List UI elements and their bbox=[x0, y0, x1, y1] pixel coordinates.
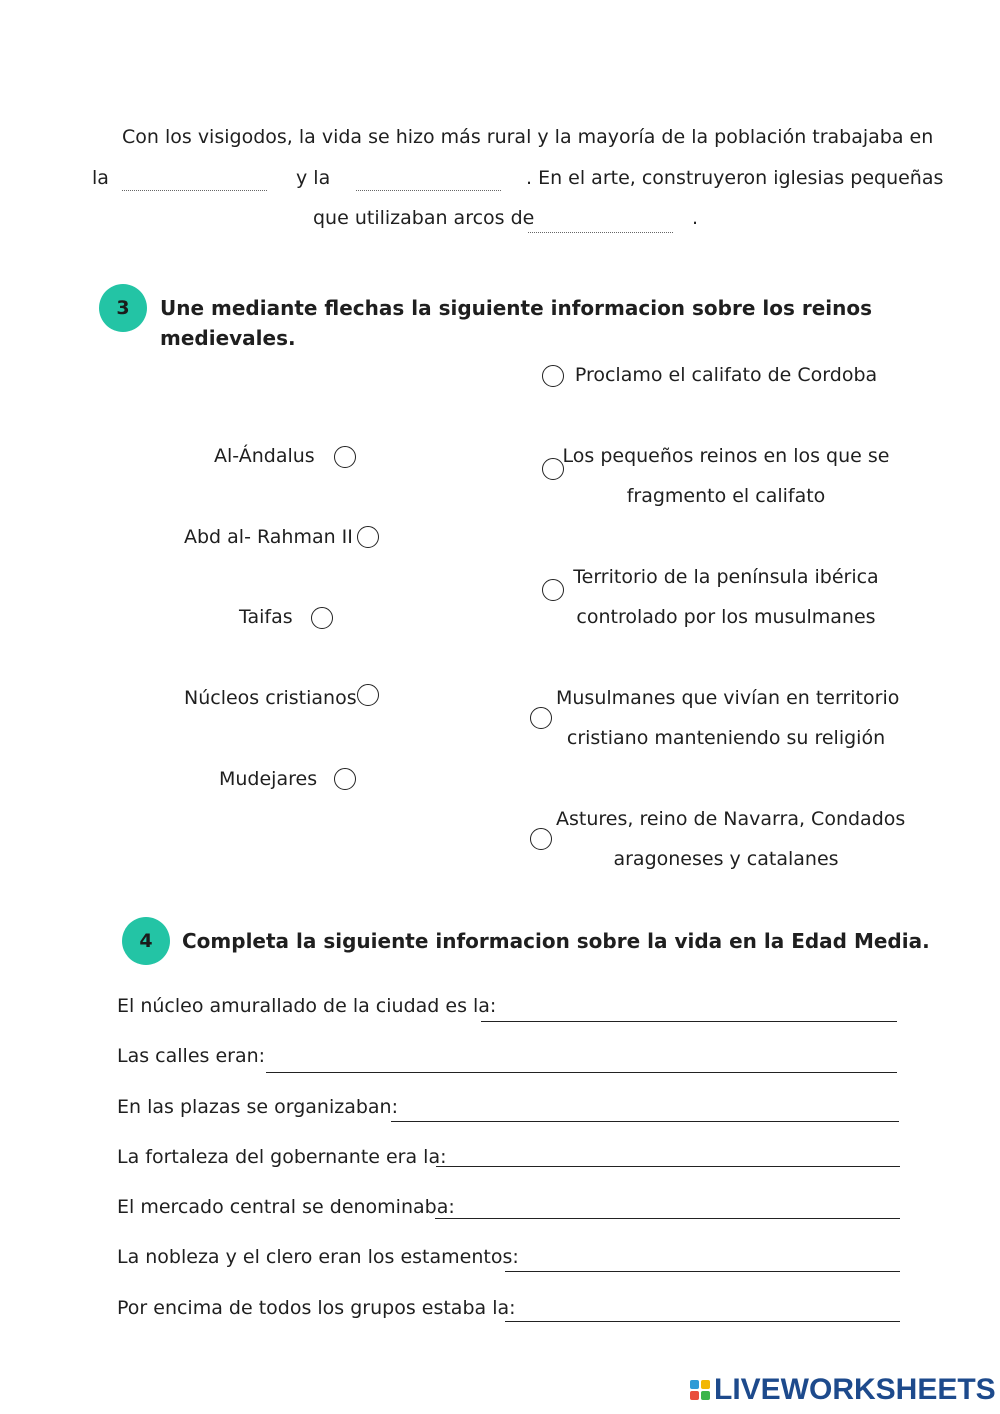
right-item-territorio-line-1: Territorio de la península ibérica bbox=[573, 566, 879, 588]
left-connector-nucleos-cristianos[interactable] bbox=[357, 684, 379, 706]
right-item-astures-line-1: Astures, reino de Navarra, Condados bbox=[556, 808, 906, 830]
liveworksheets-logo-text: LIVEWORKSHEETS bbox=[714, 1373, 996, 1406]
answer-plazas[interactable] bbox=[391, 1097, 899, 1122]
section-3-badge: 3 bbox=[99, 284, 147, 332]
left-item-nucleos-cristianos: Núcleos cristianos bbox=[184, 687, 357, 709]
right-item-califato: Proclamo el califato de Cordoba bbox=[574, 364, 878, 386]
question-nucleo-amurallado: El núcleo amurallado de la ciudad es la: bbox=[117, 995, 497, 1017]
logo-square bbox=[701, 1391, 710, 1400]
left-item-mudejares: Mudejares bbox=[219, 768, 318, 790]
section-3-title-line-1: Une mediante flechas la siguiente informacion sobre los reinos bbox=[160, 296, 872, 320]
left-connector-mudejares[interactable] bbox=[334, 768, 356, 790]
intro-line-2-end: . En el arte, construyeron iglesias pequeñas bbox=[526, 167, 944, 189]
right-connector-astures[interactable] bbox=[530, 828, 552, 850]
liveworksheets-logo-icon bbox=[690, 1380, 710, 1400]
blank-intro-2[interactable] bbox=[356, 166, 501, 191]
left-connector-al-andalus[interactable] bbox=[334, 446, 356, 468]
section-4-title: Completa la siguiente informacion sobre la vida en la Edad Media. bbox=[182, 929, 930, 953]
blank-intro-1[interactable] bbox=[122, 166, 267, 191]
intro-line-2-start: la bbox=[92, 167, 109, 189]
answer-calles[interactable] bbox=[266, 1048, 897, 1073]
question-fortaleza: La fortaleza del gobernante era la: bbox=[117, 1146, 447, 1168]
logo-square bbox=[690, 1380, 699, 1389]
question-plazas: En las plazas se organizaban: bbox=[117, 1096, 399, 1118]
right-item-reinos-taifas-line-1: Los pequeños reinos en los que se bbox=[562, 445, 890, 467]
left-connector-abd-al-rahman[interactable] bbox=[357, 526, 379, 548]
right-item-astures-line-2: aragoneses y catalanes bbox=[613, 848, 839, 870]
right-connector-musulmanes[interactable] bbox=[530, 707, 552, 729]
question-estamentos: La nobleza y el clero eran los estamentos: bbox=[117, 1246, 519, 1268]
left-connector-taifas[interactable] bbox=[311, 607, 333, 629]
liveworksheets-logo bbox=[690, 1372, 996, 1408]
blank-intro-3[interactable] bbox=[528, 208, 673, 233]
answer-fortaleza[interactable] bbox=[436, 1142, 900, 1167]
intro-line-3-period: . bbox=[692, 207, 699, 229]
intro-line-3: que utilizaban arcos de bbox=[313, 207, 535, 229]
intro-line-1: Con los visigodos, la vida se hizo más rural y la mayoría de la población trabajaba en bbox=[122, 126, 934, 148]
right-item-musulmanes-line-1: Musulmanes que vivían en territorio bbox=[556, 687, 900, 709]
answer-mercado[interactable] bbox=[435, 1194, 900, 1219]
logo-square bbox=[701, 1380, 710, 1389]
section-4-badge: 4 bbox=[122, 917, 170, 965]
left-item-abd-al-rahman: Abd al- Rahman II bbox=[184, 526, 353, 548]
question-encima-grupos: Por encima de todos los grupos estaba la: bbox=[117, 1297, 516, 1319]
logo-square bbox=[690, 1391, 699, 1400]
question-mercado: El mercado central se denominaba: bbox=[117, 1196, 455, 1218]
right-item-musulmanes-line-2: cristiano manteniendo su religión bbox=[566, 727, 886, 749]
answer-nucleo-amurallado[interactable] bbox=[481, 997, 897, 1022]
right-item-reinos-taifas-line-2: fragmento el califato bbox=[626, 485, 826, 507]
left-item-al-andalus: Al-Ándalus bbox=[214, 445, 315, 467]
question-calles: Las calles eran: bbox=[117, 1045, 266, 1067]
right-item-territorio-line-2: controlado por los musulmanes bbox=[576, 606, 876, 628]
left-item-taifas: Taifas bbox=[239, 606, 293, 628]
answer-encima-grupos[interactable] bbox=[505, 1297, 900, 1322]
section-3-title-line-2: medievales. bbox=[160, 326, 296, 350]
answer-estamentos[interactable] bbox=[505, 1247, 900, 1272]
intro-line-2-middle: y la bbox=[296, 167, 331, 189]
